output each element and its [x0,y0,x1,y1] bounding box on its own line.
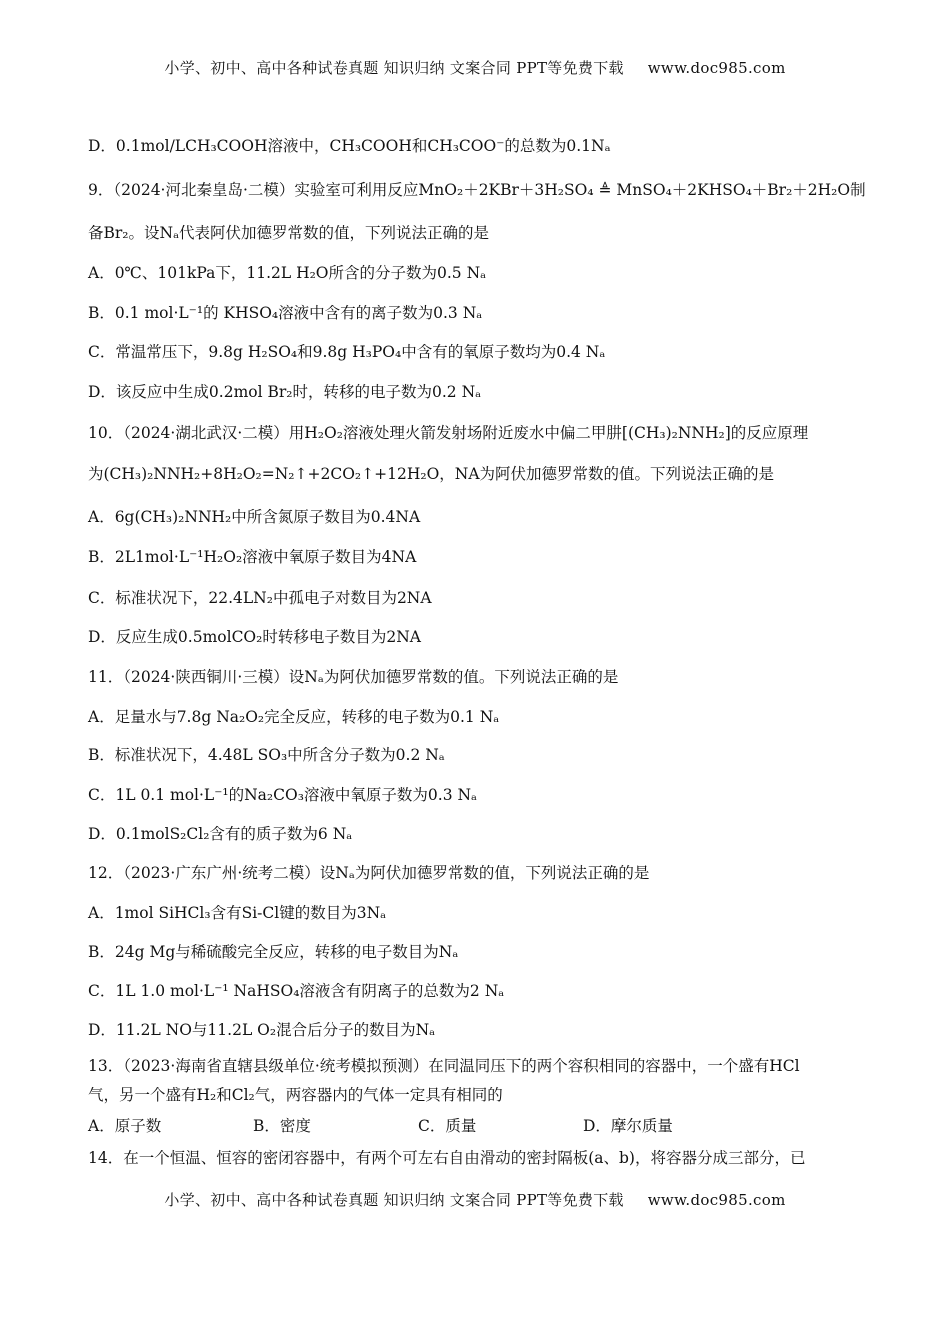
q11-option-a: A．足量水与7.8g Na₂O₂完全反应，转移的电子数为0.1 Nₐ [88,708,500,726]
page-header [0,57,950,78]
q12-option-c: C．1L 1.0 mol·L⁻¹ NaHSO₄溶液含有阴离子的总数为2 Nₐ [88,982,505,1000]
q9-stem-line2: 备Br₂。设Nₐ代表阿伏加德罗常数的值，下列说法正确的是 [88,224,490,242]
q12-stem: 12．（2023·广东广州·统考二模）设Nₐ为阿伏加德罗常数的值，下列说法正确的是 [88,864,650,882]
q8-option-d: D．0.1mol/LCH₃COOH溶液中，CH₃COOH和CH₃COO⁻的总数为0.1Nₐ [88,137,611,155]
q11-option-c: C．1L 0.1 mol·L⁻¹的Na₂CO₃溶液中氧原子数为0.3 Nₐ [88,786,478,804]
q9-option-c: C．常温常压下，9.8g H₂SO₄和9.8g H₃PO₄中含有的氧原子数均为0.4 Nₐ [88,343,606,361]
q9-option-a: A．0℃、101kPa下，11.2L H₂O所含的分子数为0.5 Nₐ [88,264,487,282]
q11-stem: 11．（2024·陕西铜川·三模）设Nₐ为阿伏加德罗常数的值。下列说法正确的是 [88,668,619,686]
footer-url[interactable]: www.doc985.com [647,1191,786,1209]
q13-option-c: C．质量 [418,1117,477,1135]
q9-option-d: D．该反应中生成0.2mol Br₂时，转移的电子数为0.2 Nₐ [88,383,482,401]
q10-stem-line1: 10．（2024·湖北武汉·二模）用H₂O₂溶液处理火箭发射场附近废水中偏二甲肼[(CH₃)₂NNH₂]的反应原理 [88,424,809,442]
q13-option-a: A．原子数 [88,1117,162,1135]
page-footer [0,1189,950,1210]
q14-stem: 14．在一个恒温、恒容的密闭容器中，有两个可左右自由滑动的密封隔板(a、b)，将容器分成三部分，已 [88,1149,806,1167]
q9-option-b: B．0.1 mol·L⁻¹的 KHSO₄溶液中含有的离子数为0.3 Nₐ [88,304,483,322]
header-url[interactable]: www.doc985.com [647,59,786,77]
q13-option-d: D．摩尔质量 [583,1117,673,1135]
q9-stem-line1: 9．（2024·河北秦皇岛·二模）实验室可利用反应MnO₂＋2KBr＋3H₂SO₄ ≜ MnSO₄＋2KHSO₄＋Br₂＋2H₂O制 [88,181,866,199]
q12-option-a: A．1mol SiHCl₃含有Si-Cl键的数目为3Nₐ [88,904,387,922]
q11-option-d: D．0.1molS₂Cl₂含有的质子数为6 Nₐ [88,825,353,843]
q13-option-b: B．密度 [253,1117,311,1135]
footer-text: 小学、初中、高中各种试卷真题 知识归纳 文案合同 PPT等免费下载 [164,1191,624,1209]
q10-option-a: A．6g(CH₃)₂NNH₂中所含氮原子数目为0.4NA [88,508,421,526]
q10-option-d: D．反应生成0.5molCO₂时转移电子数目为2NA [88,628,421,646]
q13-stem-line2: 气，另一个盛有H₂和Cl₂气，两容器内的气体一定具有相同的 [88,1086,503,1104]
q11-option-b: B．标准状况下，4.48L SO₃中所含分子数为0.2 Nₐ [88,746,445,764]
q10-stem-line2: 为(CH₃)₂NNH₂+8H₂O₂=N₂↑+2CO₂↑+12H₂O，NA为阿伏加德罗常数的值。下列说法正确的是 [88,465,775,483]
q13-stem-line1: 13．（2023·海南省直辖县级单位·统考模拟预测）在同温同压下的两个容积相同的容器中，一个盛有HCl [88,1057,800,1075]
q10-option-c: C．标准状况下，22.4LN₂中孤电子对数目为2NA [88,589,432,607]
q13-options [88,1115,673,1137]
q12-option-b: B．24g Mg与稀硫酸完全反应，转移的电子数目为Nₐ [88,943,459,961]
header-text: 小学、初中、高中各种试卷真题 知识归纳 文案合同 PPT等免费下载 [164,59,624,77]
q12-option-d: D．11.2L NO与11.2L O₂混合后分子的数目为Nₐ [88,1021,436,1039]
q10-option-b: B．2L1mol·L⁻¹H₂O₂溶液中氧原子数目为4NA [88,548,417,566]
